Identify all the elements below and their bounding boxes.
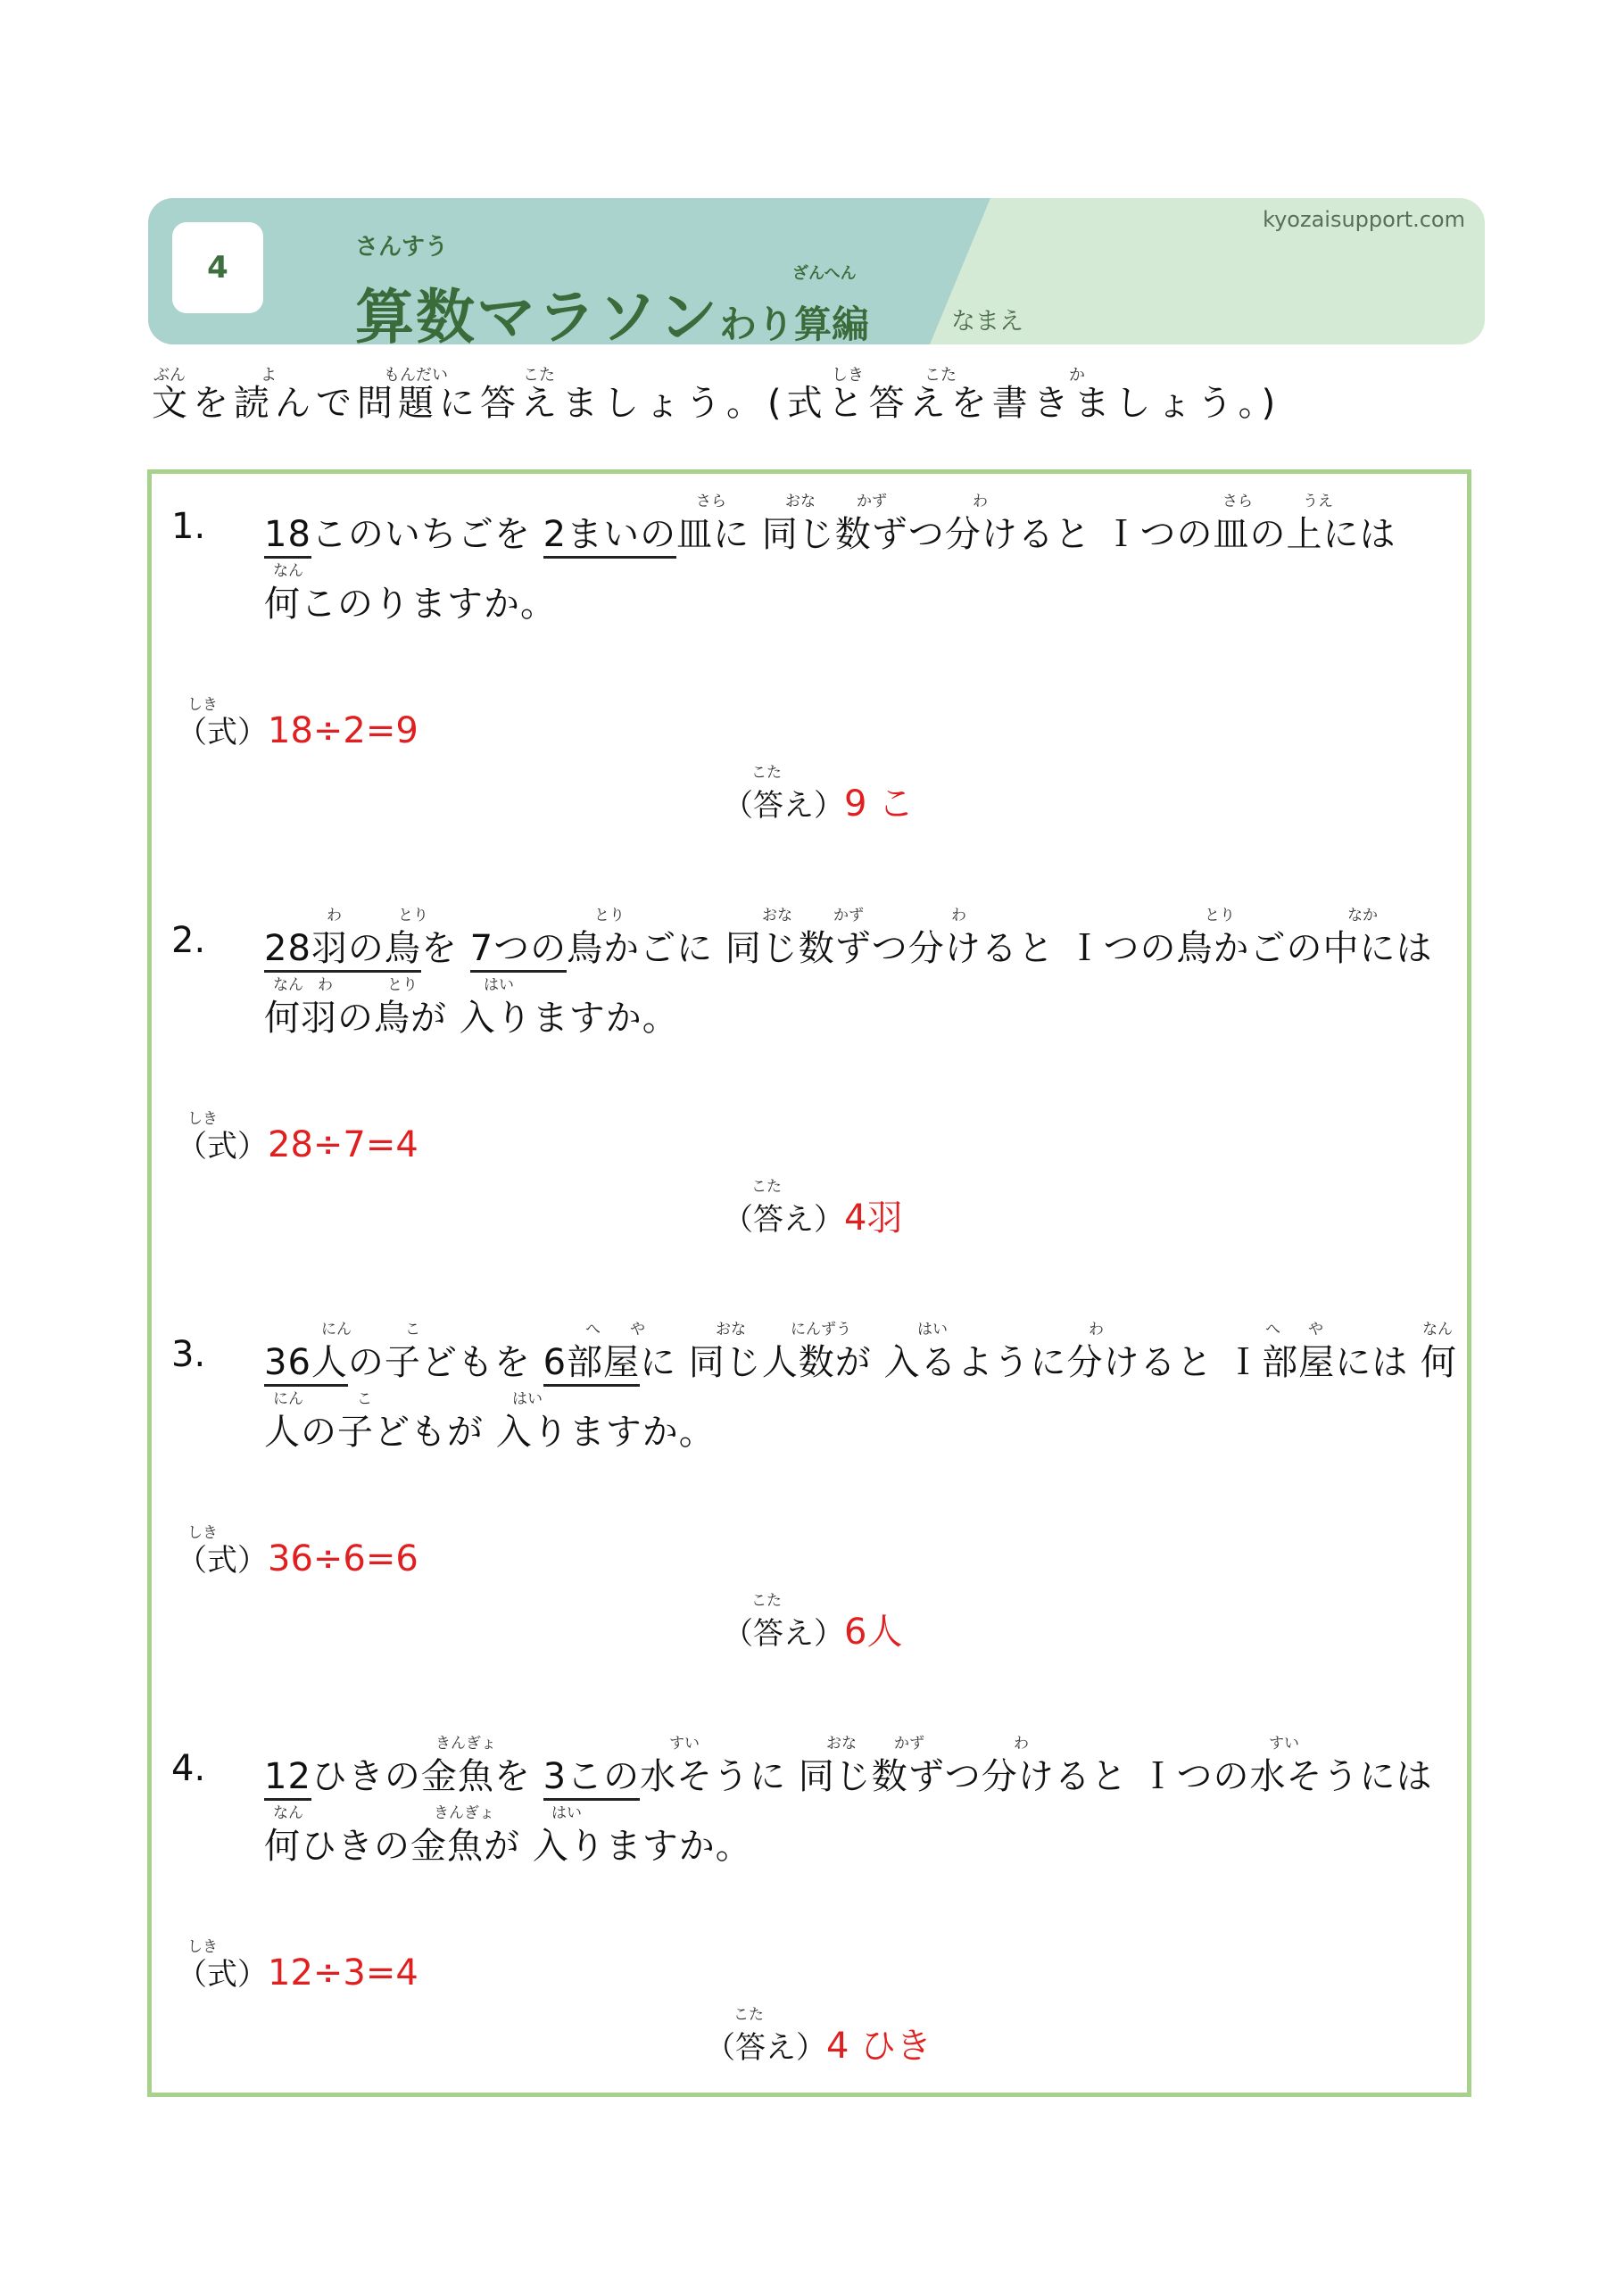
question-line-2: 何このりますか。 xyxy=(264,584,557,625)
title-main: 算数マラソン xyxy=(355,283,719,344)
ruby: なか xyxy=(1347,907,1378,924)
ruby: こ xyxy=(405,1321,420,1339)
ruby: へ xyxy=(1265,1321,1280,1339)
ruby: ぶん xyxy=(153,366,186,385)
ruby: こた xyxy=(751,1178,782,1196)
ruby: よ xyxy=(261,366,277,385)
question-text: に 同じ人数が 入るように分けると Ｉ部屋には 何 xyxy=(640,1342,1457,1383)
ruby: わ xyxy=(327,907,342,924)
underlined-quantity xyxy=(264,1756,311,1801)
ruby: や xyxy=(630,1321,645,1339)
quantity-value: 36人 xyxy=(264,1342,348,1383)
ruby: なん xyxy=(273,1804,303,1822)
ruby: わ xyxy=(951,907,966,924)
ruby: はい xyxy=(917,1321,948,1339)
ruby: かず xyxy=(894,1735,924,1753)
ruby: なん xyxy=(273,976,303,994)
answer: 4羽 xyxy=(844,1198,903,1239)
equation: 36÷6=6 xyxy=(268,1538,418,1579)
answer-label: （答え） xyxy=(705,2030,826,2066)
ruby: こた xyxy=(733,2006,764,2024)
question-text: 皿に 同じ数ずつ分けると Ｉつの皿の上には xyxy=(676,514,1396,555)
ruby: きんぎょ xyxy=(434,1804,494,1822)
answer-label: （答え） xyxy=(723,1616,844,1652)
question-line-1 xyxy=(264,506,1396,557)
worksheet-header xyxy=(148,198,1485,344)
ruby: おな xyxy=(762,907,792,924)
answer-row xyxy=(723,1189,902,1240)
ruby: すい xyxy=(1269,1735,1299,1753)
ruby: へ xyxy=(585,1321,601,1339)
ruby: かず xyxy=(833,907,864,924)
answer-row xyxy=(723,1604,902,1654)
underlined-quantity xyxy=(543,514,676,559)
answer: 9 こ xyxy=(844,783,915,825)
ruby: きんぎょ xyxy=(435,1735,496,1753)
ruby: なん xyxy=(1422,1321,1453,1339)
answer-row xyxy=(723,775,914,826)
quantity-value: 28羽の鳥 xyxy=(264,928,421,969)
underlined-quantity xyxy=(543,1756,640,1801)
question-number: 3. xyxy=(171,1334,206,1375)
equation-label: （式） xyxy=(177,1957,268,1993)
equation-label: （式） xyxy=(177,1543,268,1579)
name-label: なまえ xyxy=(951,308,1023,336)
site-url: kyozaisupport.com xyxy=(1263,207,1465,232)
ruby: しき xyxy=(187,1524,218,1542)
answer: 4 ひき xyxy=(826,2026,932,2067)
underlined-quantity xyxy=(264,514,311,559)
quantity-value: 7 xyxy=(469,928,494,969)
ruby: おな xyxy=(716,1321,746,1339)
underlined-quantity xyxy=(543,1342,640,1387)
quantity-value: 6部屋 xyxy=(543,1342,641,1383)
ruby: こた xyxy=(751,764,782,782)
question-number: 4. xyxy=(171,1748,206,1789)
underlined-quantity xyxy=(264,928,421,973)
ruby: なん xyxy=(273,562,303,580)
ruby: こた xyxy=(751,1592,782,1610)
instruction xyxy=(152,375,1280,426)
title-ruby: さんすう xyxy=(355,234,449,261)
quantity-unit: まいの xyxy=(567,514,677,555)
equation-row xyxy=(177,1950,418,1993)
question-number: 2. xyxy=(171,920,206,961)
question-line-2: 何ひきの金魚が 入りますか。 xyxy=(264,1826,752,1867)
ruby: さら xyxy=(696,493,726,510)
ruby: わ xyxy=(1014,1735,1029,1753)
ruby: おな xyxy=(785,493,816,510)
quantity-value: 3 xyxy=(543,1756,568,1797)
quantity-value: 18 xyxy=(264,514,311,555)
answer-row xyxy=(705,2018,932,2068)
ruby: こた xyxy=(924,366,957,385)
answer-label: （答え） xyxy=(723,788,844,824)
equation-label: （式） xyxy=(177,1129,268,1165)
ruby: はい xyxy=(551,1804,582,1822)
ruby: とり xyxy=(398,907,428,924)
ruby: かず xyxy=(857,493,887,510)
question-text: を xyxy=(420,928,458,969)
title-sub-ruby: ざんへん xyxy=(792,264,857,283)
ruby: こた xyxy=(523,366,555,385)
problems-frame xyxy=(147,469,1471,2097)
ruby: はい xyxy=(512,1390,543,1408)
instruction-text: 文を読んで問題に答えましょう。(式と答えを書きましょう。) xyxy=(152,383,1281,424)
equation-label: （式） xyxy=(177,715,268,750)
quantity-value: 2 xyxy=(543,514,568,555)
ruby: うえ xyxy=(1303,493,1333,510)
equation: 18÷2=9 xyxy=(268,710,418,751)
quantity-unit: この xyxy=(567,1756,641,1797)
question-line-2: 何羽の鳥が 入りますか。 xyxy=(264,998,679,1039)
question-text: 鳥かごに 同じ数ずつ分けると Ｉつの鳥かごの中には xyxy=(567,928,1433,969)
underlined-quantity xyxy=(470,928,567,973)
ruby: おな xyxy=(826,1735,857,1753)
ruby: とり xyxy=(387,976,418,994)
question-line-2: 人の子どもが 入りますか。 xyxy=(264,1412,716,1453)
ruby: わ xyxy=(318,976,333,994)
answer: 6人 xyxy=(844,1612,903,1653)
ruby: か xyxy=(1069,366,1085,385)
ruby: とり xyxy=(594,907,625,924)
equation: 12÷3=4 xyxy=(268,1952,418,1993)
underlined-quantity xyxy=(264,1342,348,1387)
question-text: ひきの金魚を xyxy=(311,1756,531,1797)
question-text: このいちごを xyxy=(311,514,531,555)
ruby: こ xyxy=(357,1390,372,1408)
quantity-value: 12 xyxy=(264,1756,311,1797)
ruby: にんずう xyxy=(791,1321,851,1339)
answer-label: （答え） xyxy=(723,1202,844,1238)
ruby: もんだい xyxy=(384,366,448,385)
question-line-1 xyxy=(264,920,1433,971)
question-number: 1. xyxy=(171,506,206,547)
equation-row xyxy=(177,1536,418,1579)
ruby: とり xyxy=(1205,907,1235,924)
question-line-1 xyxy=(264,1748,1433,1799)
ruby: にん xyxy=(321,1321,352,1339)
question-line-1 xyxy=(264,1334,1457,1385)
worksheet-number: 4 xyxy=(172,222,263,313)
title-sub: わり算編 xyxy=(719,303,870,344)
ruby: はい xyxy=(484,976,514,994)
question-text: の子どもを xyxy=(347,1342,531,1383)
quantity-unit: つの xyxy=(493,928,568,969)
ruby: しき xyxy=(187,1110,218,1128)
ruby: しき xyxy=(832,366,864,385)
ruby: わ xyxy=(973,493,988,510)
question-text: 水そうに 同じ数ずつ分けると Ｉつの水そうには xyxy=(640,1756,1433,1797)
equation: 28÷7=4 xyxy=(268,1124,418,1165)
ruby: さら xyxy=(1222,493,1253,510)
equation-row xyxy=(177,1122,418,1165)
equation-row xyxy=(177,708,418,751)
ruby: しき xyxy=(187,696,218,714)
ruby: にん xyxy=(273,1390,303,1408)
ruby: すい xyxy=(669,1735,700,1753)
ruby: わ xyxy=(1089,1321,1104,1339)
ruby: や xyxy=(1308,1321,1323,1339)
ruby: しき xyxy=(187,1938,218,1956)
